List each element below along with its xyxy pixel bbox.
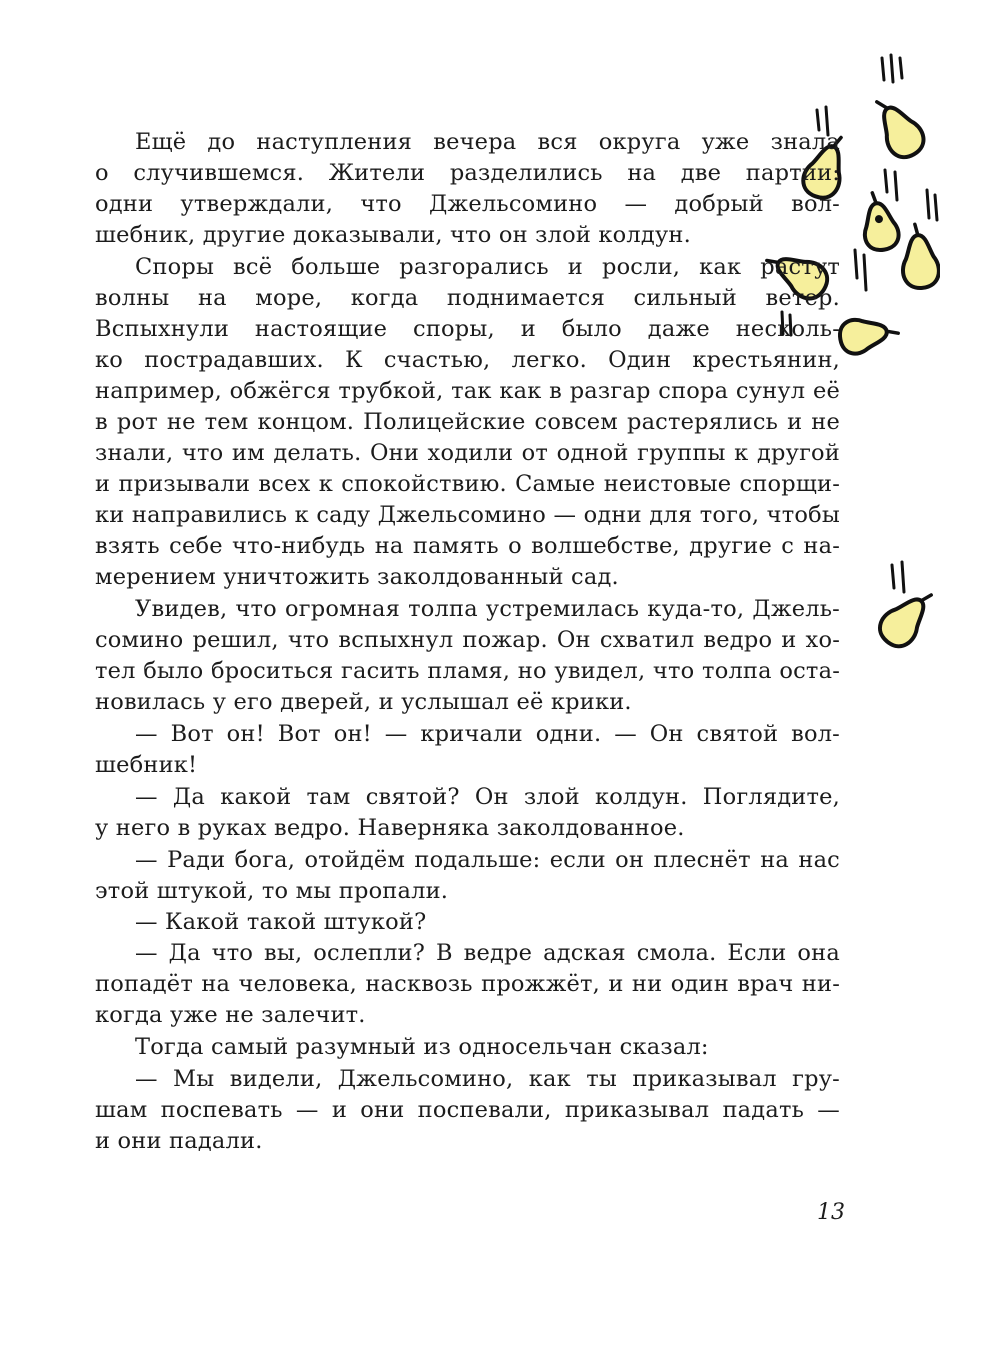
text-line: о случившемся. Жители разделились на две партии: xyxy=(95,160,840,186)
text-line: — Да что вы, ослепли? В ведре адская смола. Если она xyxy=(135,940,840,966)
text-line: Ещё до наступления вечера вся округа уже знала xyxy=(135,129,840,155)
text-line: знали, что им делать. Они ходили от одной группы к другой xyxy=(95,440,840,466)
text-line: взять себе что-нибудь на память о волшебстве, другие с на- xyxy=(95,533,840,559)
text-line: — Ради бога, отойдём подальше: если он плеснёт на нас xyxy=(135,847,840,873)
text-line: у него в руках ведро. Наверняка заколдованное. xyxy=(95,815,685,841)
falling-pear-illustration xyxy=(870,560,950,660)
text-line: шебник, другие доказывали, что он злой колдун. xyxy=(95,222,691,248)
text-line: в рот не тем концом. Полицейские совсем растерялись и не xyxy=(95,409,840,435)
text-line: Вспыхнули настоящие споры, и было даже несколь- xyxy=(95,316,840,342)
text-line: например, обжёгся трубкой, так как в разгар спора сунул её xyxy=(95,378,840,404)
text-line: мерением уничтожить заколдованный сад. xyxy=(95,564,619,590)
text-line: — Вот он! Вот он! — кричали одни. — Он святой вол- xyxy=(135,721,840,747)
text-line: тел было броситься гасить пламя, но увидел, что толпа оста- xyxy=(95,658,840,684)
text-line: — Мы видели, Джельсомино, как ты приказывал гру- xyxy=(135,1066,840,1092)
text-line: когда уже не залечит. xyxy=(95,1002,366,1028)
text-line: Тогда самый разумный из односельчан сказал: xyxy=(135,1034,709,1060)
text-line: ки направились к саду Джельсомино — одни для того, чтобы xyxy=(95,502,840,528)
text-line: Увидев, что огромная толпа устремилась куда-то, Джель- xyxy=(135,596,840,622)
text-line: новилась у его дверей, и услышал её крики. xyxy=(95,689,632,715)
text-line: и призывали всех к спокойствию. Самые неистовые спорщи- xyxy=(95,471,840,497)
text-line: этой штукой, то мы пропали. xyxy=(95,878,449,904)
text-line: — Да какой там святой? Он злой колдун. Поглядите, xyxy=(135,784,840,810)
text-line: шам поспевать — и они поспевали, приказывал падать — xyxy=(95,1097,840,1123)
text-line: — Какой такой штукой? xyxy=(135,909,427,935)
text-line: сомино решил, что вспыхнул пожар. Он схватил ведро и хо- xyxy=(95,627,840,653)
text-line: шебник! xyxy=(95,752,198,778)
text-line: и они падали. xyxy=(95,1128,263,1154)
text-line: одни утверждали, что Джельсомино — добрый вол- xyxy=(95,191,840,217)
page-number: 13 xyxy=(817,1200,845,1225)
text-line: волны на море, когда поднимается сильный ветер. xyxy=(95,285,840,311)
text-line: попадёт на человека, насквозь прожжёт, и ни один врач ни- xyxy=(95,971,840,997)
text-line: ко пострадавших. К счастью, легко. Один крестьянин, xyxy=(95,347,840,373)
text-line: Споры всё больше разгорались и росли, как растут xyxy=(135,254,840,280)
